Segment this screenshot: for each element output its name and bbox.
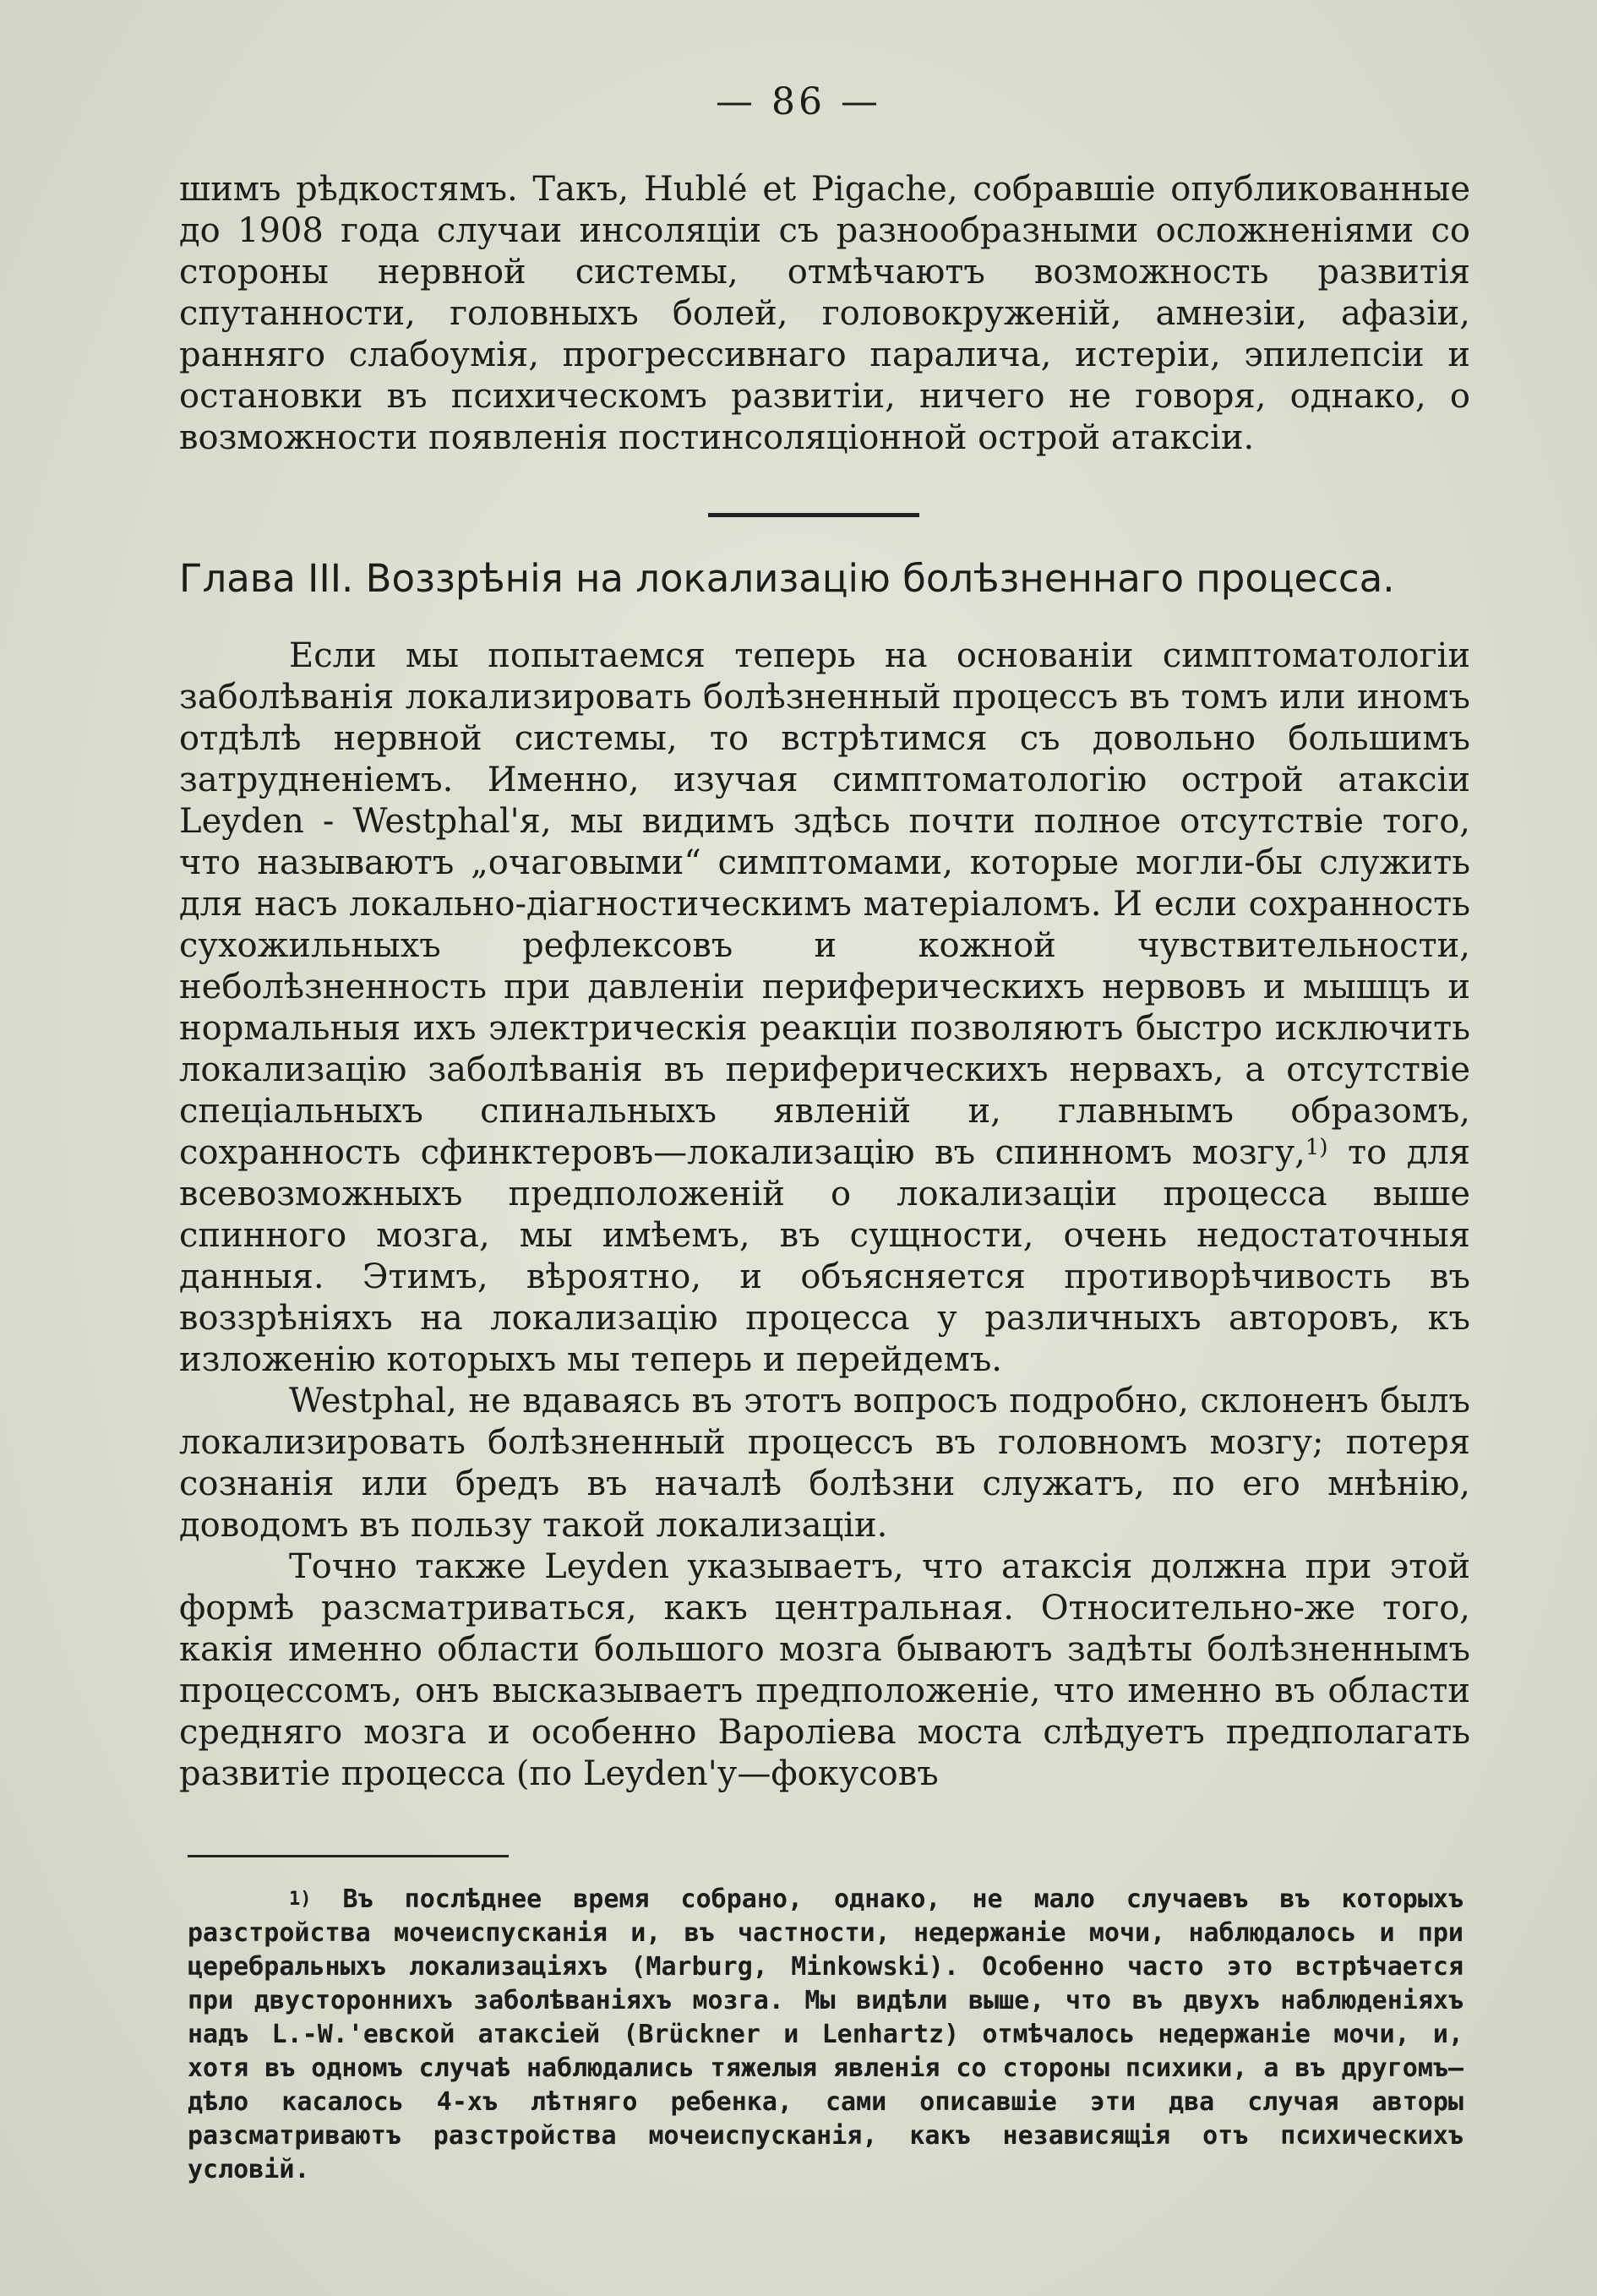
paragraph-2: Westphal, не вдаваясь въ этотъ вопросъ подробно, склоненъ былъ локализировать болѣзненный процессъ въ головномъ мозгу; потеря сознанія или бредъ въ началѣ болѣзни служатъ, по его мнѣнію, доводомъ въ пользу такой локализаціи. <box>179 1382 1470 1545</box>
footnote-divider <box>188 1855 509 1857</box>
page-number: — 86 — <box>716 80 881 123</box>
continued-paragraph <box>179 169 1470 459</box>
chapter-body <box>179 635 1470 1795</box>
paragraph-1-text-b: то для всевозможныхъ предположеній о локализаціи процесса выше спинного мозга, мы имѣемъ, въ сущности, очень недостаточныя данныя. Этимъ, вѣроятно, и объясняется противорѣчивость въ воззрѣніяхъ на локализацію процесса у различныхъ авторовъ, къ изложенію которыхъ мы теперь и перейдемъ. <box>179 1133 1470 1379</box>
paragraph-text: шимъ рѣдкостямъ. Такъ, Hublé et Pigache, собравшіе опубликованные до 1908 года случаи инсоляціи съ разнообразными осложненіями со стороны нервной системы, отмѣчаютъ возможность развитія спутанности, головныхъ болей, головокруженій, амнезіи, афазіи, ранняго слабоумія, прогрессивнаго паралича, истеріи, эпилепсіи и остановки въ психическомъ развитіи, ничего не говоря, однако, о возможности появленія постинсоляціонной острой атаксіи. <box>179 170 1470 457</box>
section-divider <box>708 513 919 517</box>
footnote-reference: 1) <box>1305 1135 1328 1160</box>
footnote-text: Въ послѣднее время собрано, однако, не мало случаевъ въ которыхъ разстройства мочеиспусканія и, въ частности, недержаніе мочи, наблюдалось и при церебральныхъ локализаціяхъ (Marburg, Minkowski). Особенно часто это встрѣчается при двустороннихъ заболѣваніяхъ мозга. Мы видѣли выше, что въ двухъ наблюденіяхъ надъ L.-W.'евской атаксіей (Brückner и Lenhartz) отмѣчалось недержаніе мочи, и, хотя въ одномъ случаѣ наблюдались тяжелыя явленія со стороны психики, а въ другомъ—дѣло касалось 4-хъ лѣтняго ребенка, сами описавшіе эти два случая авторы разсматриваютъ разстройства мочеиспусканія, какъ независящія отъ психическихъ условій. <box>188 1884 1463 2184</box>
chapter-heading: Глава III. Воззрѣнія на локализацію болѣзненнаго процесса. <box>179 556 1395 601</box>
footnote-paragraph <box>188 1883 1463 2187</box>
paragraph-3: Точно также Leyden указываетъ, что атаксія должна при этой формѣ разсматриваться, какъ центральная. Относительно-же того, какія именно области большого мозга бываютъ задѣты болѣзненнымъ процессомъ, онъ высказываетъ предположеніе, что именно въ области средняго мозга и особенно Вароліева моста слѣдуетъ предполагать развитіе процесса (по Leyden'у—фокусовъ <box>179 1547 1470 1793</box>
footnote-mark: 1) <box>289 1889 312 1910</box>
paragraph-1-text-a: Если мы попытаемся теперь на основаніи симптоматологіи заболѣванія локализировать болѣзненный процессъ въ томъ или иномъ отдѣлѣ нервной системы, то встрѣтимся съ довольно большимъ затрудненіемъ. Именно, изучая симптоматологію острой атаксіи Leyden - Westphal'я, мы видимъ здѣсь почти полное отсутствіе того, что называютъ „очаговыми“ симптомами, которые могли-бы служить для насъ локально-діагностическимъ матеріаломъ. И если сохранность сухожильныхъ рефлексовъ и кожной чувствительности, неболѣзненность при давленіи периферическихъ нервовъ и мышцъ и нормальныя ихъ электрическія реакціи позволяютъ быстро исключить локализацію заболѣванія въ периферическихъ нервахъ, а отсутствіе спеціальныхъ спинальныхъ явленій и, главнымъ образомъ, сохранность сфинктеровъ—локализацію въ спинномъ мозгу, <box>179 636 1470 1172</box>
footnote <box>188 1883 1463 2187</box>
paragraph-1 <box>179 635 1470 1381</box>
